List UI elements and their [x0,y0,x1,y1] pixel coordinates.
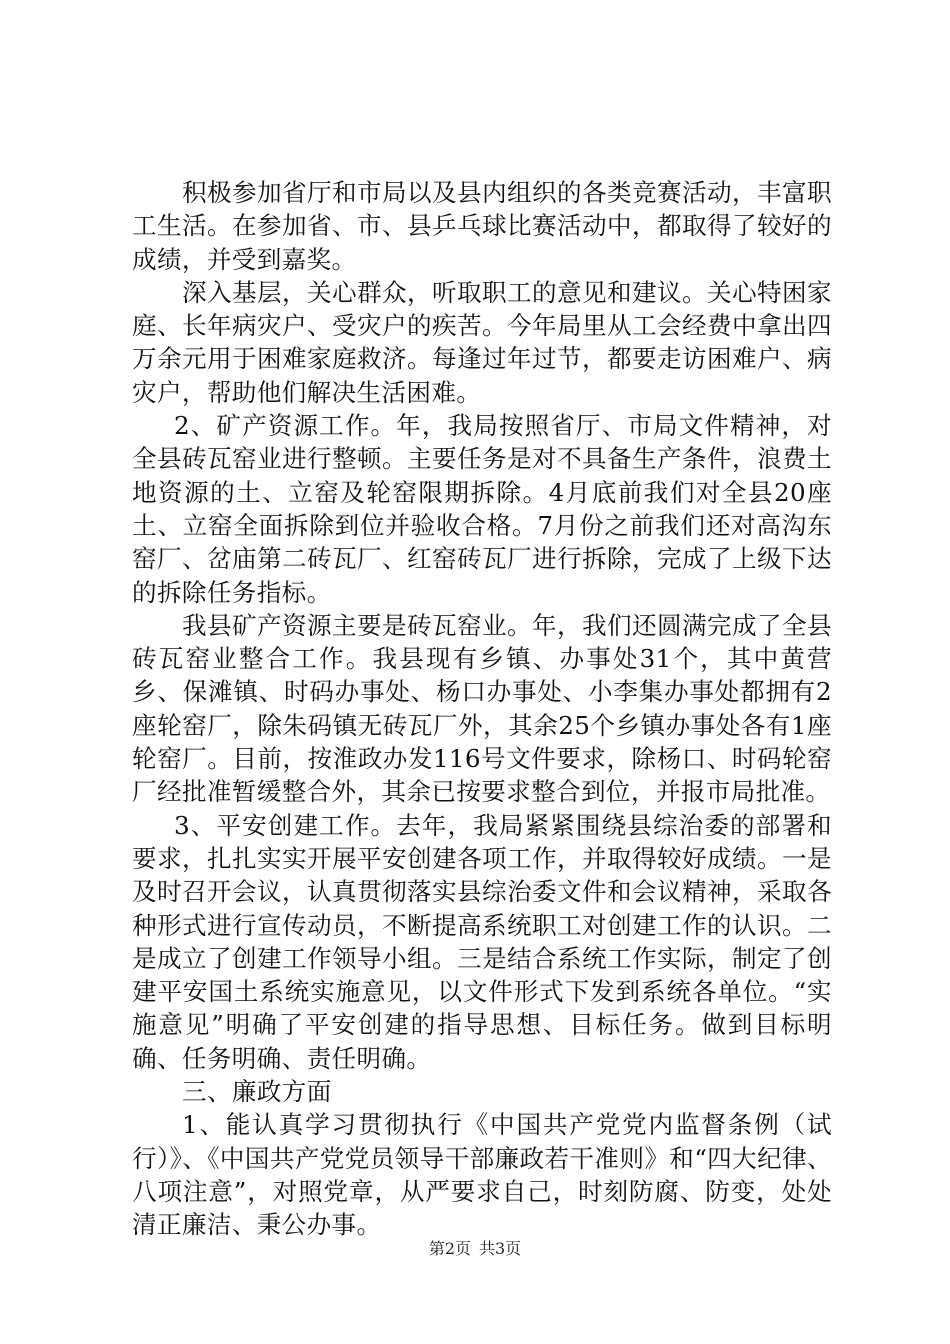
paragraph-grassroots-care: 深入基层，关心群众，听取职工的意见和建议。关心特困家庭、长年病灾户、受灾户的疾苦。今年局里从工会经费中拿出四万余元用于困难家庭救济。每逢过年过节，都要走访困难户、病灾户，帮助他们解决生活困难。 [132,277,832,407]
page-number: 第2页 [428,1239,471,1258]
section-heading-integrity: 三、廉政方面 [182,1077,332,1107]
page-total: 共3页 [479,1239,522,1258]
paragraph-brick-kiln-integration: 我县矿产资源主要是砖瓦窑业。年，我们还圆满完成了全县砖瓦窑业整合工作。我县现有乡镇、办事处31个，其中黄营乡、保滩镇、时码办事处、杨口办事处、小李集办事处都拥有2座轮窑厂，除朱码镇无砖瓦厂外，其余25个乡镇办事处各有1座轮窑厂。目前，按淮政办发116号文件要求，除杨口、时码轮窑厂经批准暂缓整合外，其余已按要求整合到位，并报市局批准。 [132,610,832,807]
paragraph-competition: 积极参加省厅和市局以及县内组织的各类竞赛活动，丰富职工生活。在参加省、市、县乒乓球比赛活动中，都取得了较好的成绩，并受到嘉奖。 [132,178,832,274]
document-body [132,176,832,1242]
paragraph-integrity-study: 1、能认真学习贯彻执行《中国共产党党内监督条例（试行）》、《中国共产党党员领导干部廉政若干准则》和“四大纪律、八项注意”，对照党章，从严要求自己，时刻防腐、防变，处处清正廉洁、秉公办事。 [132,1110,832,1240]
page-footer [0,1239,950,1259]
paragraph-safety-building: 3、平安创建工作。去年，我局紧紧围绕县综治委的部署和要求，扎扎实实开展平安创建各项工作，并取得较好成绩。一是及时召开会议，认真贯彻落实县综治委文件和会议精神，采取各种形式进行宣传动员，不断提高系统职工对创建工作的认识。二是成立了创建工作领导小组。三是结合系统工作实际，制定了创建平安国土系统实施意见，以文件形式下发到系统各单位。“实施意见”明确了平安创建的指导思想、目标任务。做到目标明确、任务明确、责任明确。 [132,810,832,1073]
paragraph-mineral-resources: 2、矿产资源工作。年，我局按照省厅、市局文件精神，对全县砖瓦窑业进行整顿。主要任务是对不具备生产条件，浪费土地资源的土、立窑及轮窑限期拆除。4月底前我们对全县20座土、立窑全面拆除到位并验收合格。7月份之前我们还对高沟东窑厂、岔庙第二砖瓦厂、红窑砖瓦厂进行拆除，完成了上级下达的拆除任务指标。 [132,411,832,607]
